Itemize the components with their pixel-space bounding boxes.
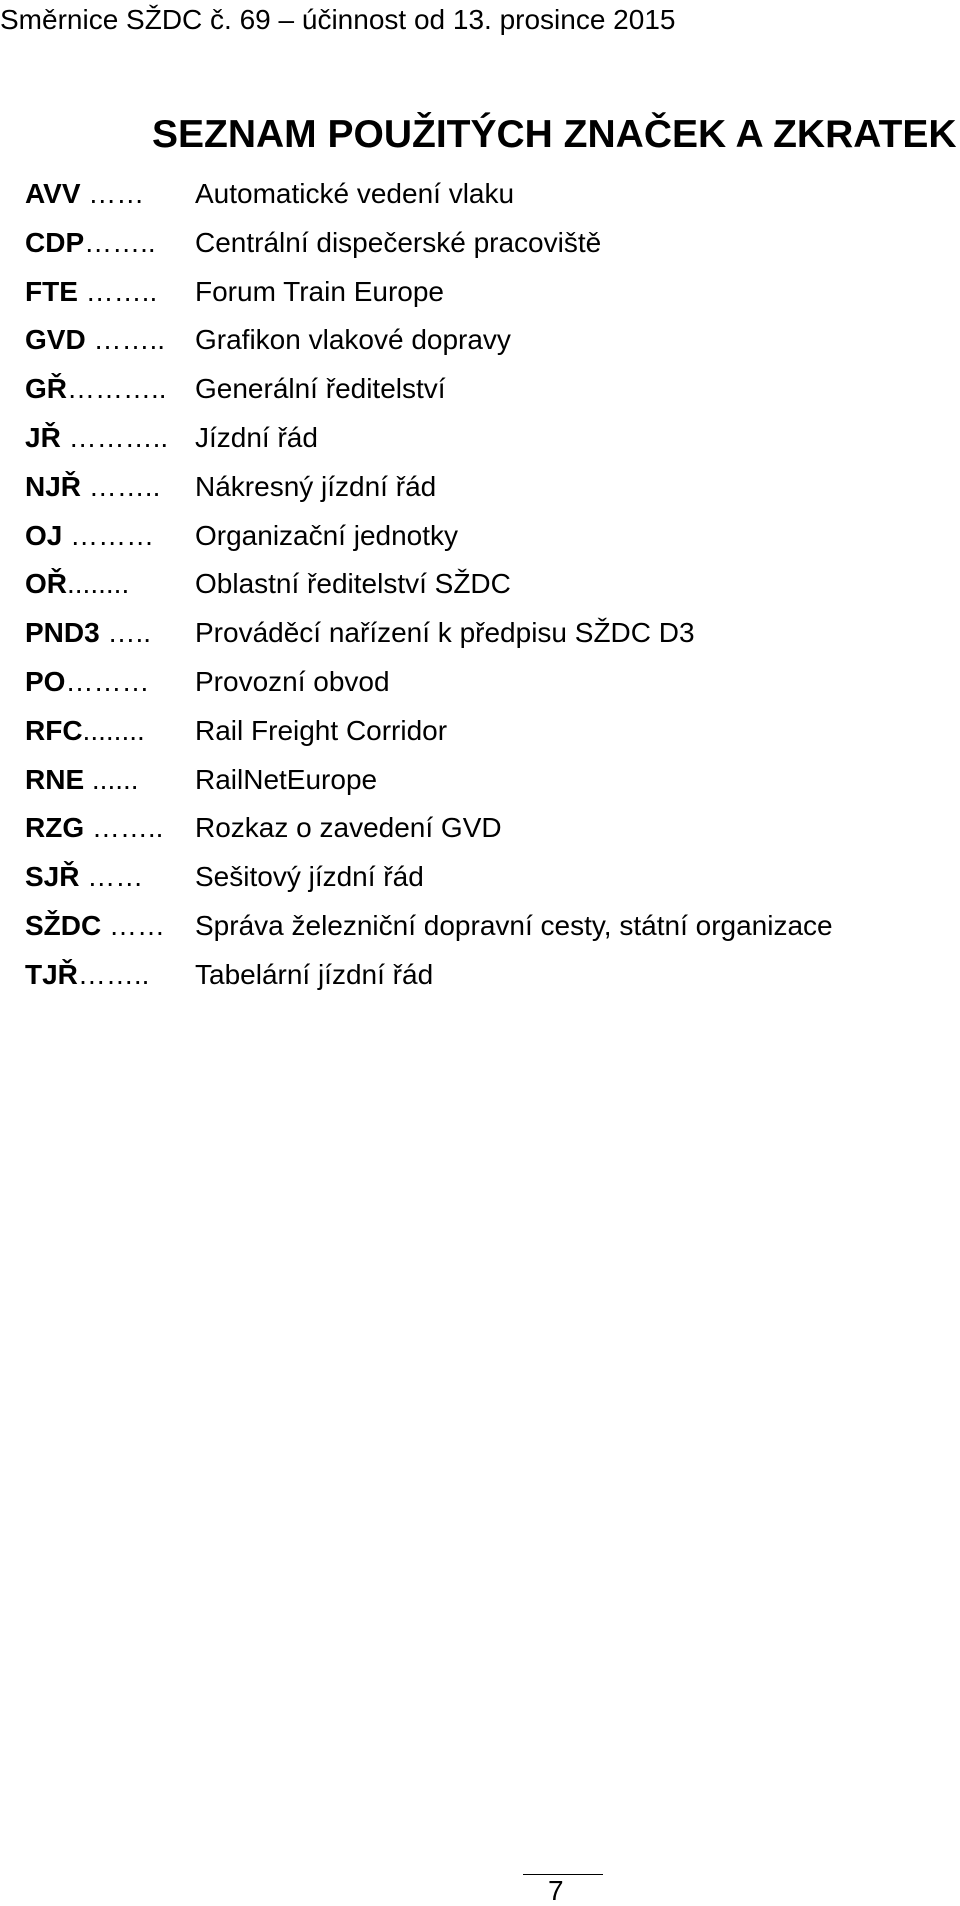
abbreviation-code: SŽDC …… [25, 909, 166, 941]
leader-dots: ........ [67, 568, 130, 600]
abbreviation-meaning: Generální ředitelství [195, 373, 446, 405]
abbreviation-code: SJŘ …… [25, 861, 144, 893]
abbreviation-meaning: Provozní obvod [195, 665, 390, 697]
list-item [25, 857, 945, 906]
leader-dots: ...... [84, 763, 139, 795]
abbreviation-meaning: RailNetEurope [195, 763, 378, 795]
list-item [25, 516, 945, 565]
abbreviation-code: RFC........ [25, 714, 145, 746]
list-item [25, 711, 945, 760]
list-item [25, 760, 945, 809]
abbreviation-code: FTE …….. [25, 275, 158, 307]
abbreviation-code: RNE ...... [25, 763, 139, 795]
abbreviation-meaning: Sešitový jízdní řád [195, 861, 424, 893]
abbreviation-meaning: Centrální dispečerské pracoviště [195, 226, 602, 258]
list-item [25, 955, 945, 1004]
list-item [25, 906, 945, 955]
leader-dots: ….. [99, 617, 152, 649]
abbreviation-code: PND3 ….. [25, 617, 152, 649]
abbreviation-code: PO……… [25, 665, 150, 697]
abbreviation-code: OJ ……… [25, 519, 155, 551]
running-header: Směrnice SŽDC č. 69 – účinnost od 13. prosince 2015 [0, 4, 676, 35]
abbreviation-code: NJŘ …….. [25, 470, 161, 502]
list-item [25, 174, 945, 223]
abbreviation-meaning: Správa železniční dopravní cesty, státní organizace [195, 909, 833, 941]
leader-dots: ……….. [60, 421, 169, 453]
leader-dots: …….. [81, 470, 161, 502]
abbreviation-meaning: Jízdní řád [195, 421, 318, 453]
page-number: 7 [548, 1875, 564, 1906]
list-item [25, 564, 945, 613]
leader-dots: ……… [62, 519, 155, 551]
abbreviation-meaning: Oblastní ředitelství SŽDC [195, 568, 511, 600]
abbreviation-meaning: Grafikon vlakové dopravy [195, 324, 511, 356]
list-item [25, 272, 945, 321]
list-item [25, 808, 945, 857]
leader-dots: …….. [84, 812, 164, 844]
leader-dots: …….. [77, 958, 150, 990]
abbreviation-list [25, 174, 945, 1004]
abbreviation-code: GVD …….. [25, 324, 166, 356]
abbreviation-code: CDP…….. [25, 226, 156, 258]
leader-dots: …… [80, 178, 145, 209]
abbreviation-meaning: Prováděcí nařízení k předpisu SŽDC D3 [195, 617, 695, 649]
abbreviation-code: JŘ ……….. [25, 421, 169, 453]
abbreviation-code: TJŘ…….. [25, 958, 150, 990]
abbreviation-meaning: Organizační jednotky [195, 519, 459, 551]
list-item [25, 662, 945, 711]
page-title: SEZNAM POUŽITÝCH ZNAČEK A ZKRATEK [152, 113, 957, 156]
leader-dots: …… [79, 861, 144, 893]
list-item [25, 613, 945, 662]
list-item [25, 418, 945, 467]
list-item [25, 467, 945, 516]
abbreviation-meaning: Automatické vedení vlaku [195, 178, 515, 209]
abbreviation-code: OŘ........ [25, 568, 130, 600]
abbreviation-meaning: Tabelární jízdní řád [195, 958, 434, 990]
leader-dots: ........ [82, 714, 145, 746]
abbreviation-code: AVV …… [25, 178, 145, 209]
leader-dots: …….. [77, 275, 158, 307]
leader-dots: …….. [84, 226, 156, 258]
leader-dots: ……… [65, 665, 150, 697]
list-item [25, 369, 945, 418]
abbreviation-code: RZG …….. [25, 812, 164, 844]
leader-dots: ……….. [67, 373, 167, 405]
leader-dots: …… [101, 909, 166, 941]
abbreviation-meaning: Forum Train Europe [195, 275, 444, 307]
abbreviation-code: GŘ……….. [25, 373, 167, 405]
abbreviation-meaning: Rail Freight Corridor [195, 714, 448, 746]
list-item [25, 223, 945, 272]
abbreviation-meaning: Nákresný jízdní řád [195, 470, 437, 502]
leader-dots: …….. [85, 324, 166, 356]
abbreviation-meaning: Rozkaz o zavedení GVD [195, 812, 502, 844]
list-item [25, 320, 945, 369]
